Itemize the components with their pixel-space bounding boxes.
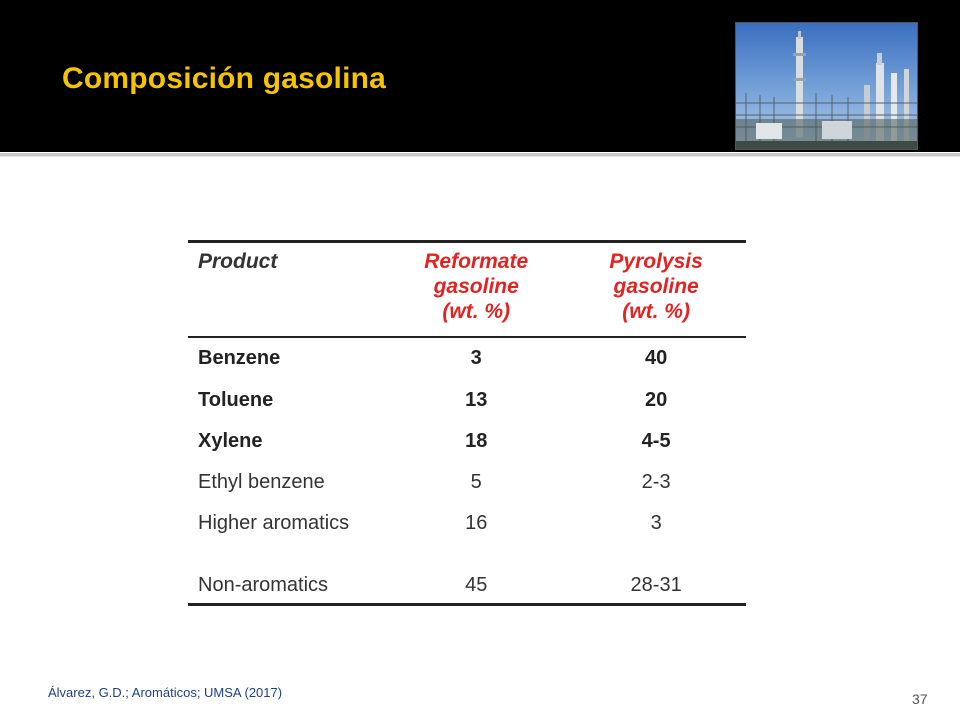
cell-reformate: 45 xyxy=(465,573,488,596)
cell-pyrolysis: 3 xyxy=(650,511,662,534)
cell-pyrolysis: 4-5 xyxy=(641,429,671,452)
header-pyrolysis xyxy=(566,242,746,337)
header-product: Product xyxy=(198,250,278,273)
table-row xyxy=(188,565,746,605)
table-row xyxy=(188,421,746,462)
cell-product: Benzene xyxy=(198,346,281,369)
cell-pyrolysis: 20 xyxy=(645,388,668,411)
header-pyrolysis-line1: Pyrolysis xyxy=(609,250,703,273)
header-pyrolysis-line3: (wt. %) xyxy=(622,300,690,323)
cell-product: Non-aromatics xyxy=(198,573,329,596)
table-header-row xyxy=(188,242,746,337)
header-divider-shadow xyxy=(0,156,960,157)
table-row xyxy=(188,462,746,503)
cell-product: Xylene xyxy=(198,429,263,452)
header-reformate-line1: Reformate xyxy=(424,250,529,273)
header-reformate xyxy=(386,242,566,337)
header-reformate-line3: (wt. %) xyxy=(442,300,511,323)
refinery-photo xyxy=(735,22,918,150)
cell-reformate: 5 xyxy=(470,470,482,493)
cell-reformate: 3 xyxy=(470,346,482,369)
cell-reformate: 16 xyxy=(465,511,488,534)
cell-reformate: 13 xyxy=(465,388,488,411)
cell-product: Ethyl benzene xyxy=(198,470,325,493)
cell-pyrolysis: 2-3 xyxy=(641,470,671,493)
table-row xyxy=(188,337,746,380)
reference-citation: Álvarez, G.D.; Aromáticos; UMSA (2017) xyxy=(48,685,283,700)
cell-pyrolysis: 40 xyxy=(645,346,668,369)
page-number: 37 xyxy=(912,691,928,707)
header-reformate-line2: gasoline xyxy=(433,275,519,298)
cell-reformate: 18 xyxy=(465,429,488,452)
header-pyrolysis-line2: gasoline xyxy=(613,275,699,298)
cell-product: Toluene xyxy=(198,388,274,411)
cell-pyrolysis: 28-31 xyxy=(630,573,682,596)
cell-product: Higher aromatics xyxy=(198,511,350,534)
slide-title: Composición gasolina xyxy=(62,62,387,95)
table-row xyxy=(188,503,746,565)
gasoline-composition-table xyxy=(188,240,746,606)
table-row xyxy=(188,380,746,421)
